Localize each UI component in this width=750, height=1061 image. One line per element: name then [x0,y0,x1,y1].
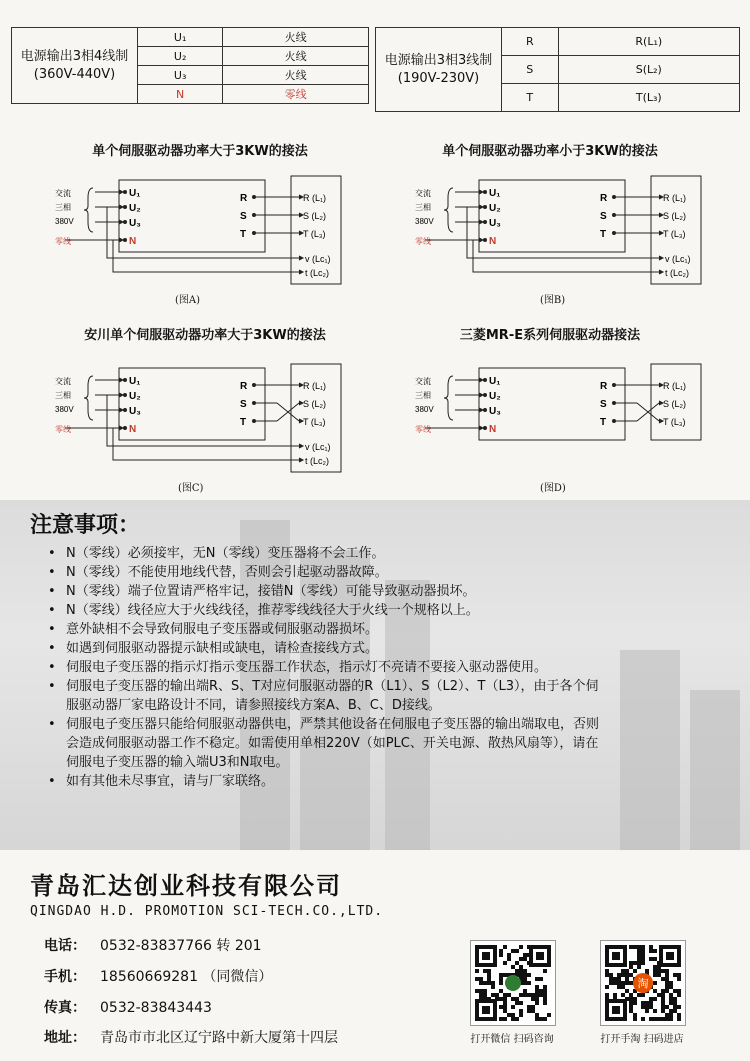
terminal-u1: U₁ [129,376,141,387]
output-s: S [240,399,247,410]
address-value: 青岛市市北区辽宁路中新大厦第十四层 [100,1030,338,1046]
three-phase-label: 三相 [55,203,71,212]
drive-vlc1: v (Lc₁) [305,442,331,452]
table-cell: N [138,85,223,104]
terminal-u3: U₃ [129,406,141,417]
mobile-label: 手机： [44,969,86,985]
taobao-qr-caption: 打开手淘 扫码进店 [600,1034,684,1045]
diagram-b-caption: (图B) [540,295,566,306]
neutral-label: 零线 [55,425,71,434]
drive-rl1: R (L₁) [303,381,327,391]
output-s: S [600,211,607,222]
fax-value: 0532-83843443 [100,1000,212,1016]
company-name-en: QINGDAO H.D. PROMOTION SCI-TECH.CO.,LTD. [30,904,384,919]
table-cell: T(L₃) [558,84,739,112]
diagram-b-title: 单个伺服驱动器功率小于3KW的接法 [442,144,658,159]
output-t: T [600,417,607,428]
contact-mobile [44,966,272,986]
background-building [620,650,680,850]
ac-label: 交流 [55,189,71,198]
table-cell: R [502,28,559,56]
drive-tl3: T (L₃) [663,229,686,239]
phone-value[interactable]: 0532-83837766 转 201 [100,938,262,954]
drive-rl1: R (L₁) [303,193,327,203]
terminal-u2: U₂ [489,203,501,214]
output-t: T [240,417,247,428]
voltage-label: 380V [415,217,434,226]
list-item: • 伺服电子变压器只能给伺服驱动器供电，严禁其他设备在伺服电子变压器的输出端取电，否则会造成伺服驱动器工作不稳定。如需使用单相220V（如PLC、开关电源、散热风扇等），请在伺服电子变压器的输入端U3和N取电。 [44,715,604,772]
list-item: • N（零线）必须接牢，无N（零线）变压器将不会工作。 [44,544,604,563]
output-r: R [600,381,608,392]
table-cell: 火线 [223,47,369,66]
terminal-n: N [489,236,497,247]
three-wire-voltage: (190V-230V) [397,70,480,86]
list-item: • 伺服电子变压器的输出端R、S、T对应伺服驱动器的R（L1）、S（L2）、T（L3），由于各个伺服驱动器厂家电路设计不同，请参照接线方案A、B、C、D接线。 [44,677,604,715]
output-s: S [600,399,607,410]
ac-label: 交流 [415,189,431,198]
table-cell: S [502,56,559,84]
output-t: T [240,229,247,240]
list-item: • N（零线）端子位置请严格牢记，接错N（零线）可能导致驱动器损坏。 [44,582,604,601]
list-item: • 意外缺相不会导致伺服电子变压器或伺服驱动器损坏。 [44,620,604,639]
drive-rl1: R (L₁) [663,193,687,203]
drive-tlc2: t (Lc₂) [665,268,689,278]
table-cell: T [502,84,559,112]
diagram-a-caption: (图A) [175,295,201,306]
three-phase-label: 三相 [55,391,71,400]
output-s: S [240,211,247,222]
ac-label: 交流 [415,377,431,386]
drive-vlc1: v (Lc₁) [665,254,691,264]
four-wire-mode [12,28,138,104]
terminal-u2: U₂ [129,203,141,214]
qr-code-icon [471,941,555,1025]
three-wire-mode [376,28,502,112]
diagram-a-title: 单个伺服驱动器功率大于3KW的接法 [92,144,308,159]
four-wire-voltage: (360V-440V) [33,66,116,82]
drive-tlc2: t (Lc₂) [305,268,329,278]
table-cell: 火线 [223,66,369,85]
terminal-u1: U₁ [489,188,501,199]
drive-vlc1: v (Lc₁) [305,254,331,264]
list-item: • N（零线）线径应大于火线线径，推荐零线线径大于火线一个规格以上。 [44,601,604,620]
neutral-label: 零线 [415,425,431,434]
output-t: T [600,229,607,240]
terminal-n: N [129,424,137,435]
voltage-label: 380V [415,405,434,414]
three-wire-table [375,27,740,112]
ac-label: 交流 [55,377,71,386]
output-r: R [240,193,248,204]
table-cell: R(L₁) [558,28,739,56]
three-phase-label: 三相 [415,391,431,400]
table-cell: S(L₂) [558,56,739,84]
wiring-diagram-b [415,170,705,285]
diagram-d-caption: (图D) [540,483,566,494]
list-item: • 如遇到伺服驱动器提示缺相或缺电，请检查接线方式。 [44,639,604,658]
taobao-mark: 淘 [637,978,649,990]
background-building [690,690,740,850]
contact-fax [44,997,212,1017]
table-cell: U₁ [138,28,223,47]
drive-tl3: T (L₃) [663,417,686,427]
list-item: • 如有其他未尽事宜，请与厂家联络。 [44,772,604,791]
contact-address [44,1027,338,1047]
notes-heading: 注意事项： [30,513,141,538]
terminal-n: N [129,236,137,247]
table-cell: 零线 [223,85,369,104]
notes-list [44,544,604,791]
output-r: R [240,381,248,392]
drive-tl3: T (L₃) [303,229,326,239]
taobao-qr-icon[interactable] [600,940,686,1026]
wechat-qr-icon[interactable] [470,940,556,1026]
terminal-u2: U₂ [129,391,141,402]
drive-sl2: S (L₂) [663,399,686,409]
address-label: 地址： [44,1030,86,1046]
terminal-u3: U₃ [489,218,501,229]
wechat-qr-caption: 打开微信 扫码咨询 [470,1034,554,1045]
diagram-c-title: 安川单个伺服驱动器功率大于3KW的接法 [84,328,326,343]
terminal-u3: U₃ [489,406,501,417]
terminal-u1: U₁ [489,376,501,387]
terminal-u2: U₂ [489,391,501,402]
diagram-d-title: 三菱MR-E系列伺服驱动器接法 [459,328,641,343]
table-cell: U₃ [138,66,223,85]
diagram-c-caption: (图C) [178,483,204,494]
drive-sl2: S (L₂) [663,211,686,221]
table-cell: U₂ [138,47,223,66]
terminal-u3: U₃ [129,218,141,229]
neutral-label: 零线 [55,237,71,246]
contact-phone [44,935,262,955]
three-wire-mode-label: 电源输出3相3线制 [384,52,493,68]
wiring-diagram-d [415,358,705,473]
drive-rl1: R (L₁) [663,381,687,391]
four-wire-table [11,27,369,104]
notes-section [0,500,750,850]
neutral-label: 零线 [415,237,431,246]
drive-tl3: T (L₃) [303,417,326,427]
voltage-label: 380V [55,217,74,226]
output-r: R [600,193,608,204]
fax-label: 传真： [44,1000,86,1016]
wiring-diagram-a [55,170,345,285]
company-name-cn: 青岛汇达创业科技有限公司 [30,872,342,900]
terminal-u1: U₁ [129,188,141,199]
phone-label: 电话： [44,938,86,954]
list-item: • 伺服电子变压器的指示灯指示变压器工作状态，指示灯不亮请不要接入驱动器使用。 [44,658,604,677]
three-phase-label: 三相 [415,203,431,212]
voltage-label: 380V [55,405,74,414]
four-wire-mode-label: 电源输出3相4线制 [20,48,129,64]
qr-code-icon [601,941,685,1025]
drive-sl2: S (L₂) [303,211,326,221]
wiring-diagram-c [55,358,345,473]
mobile-value[interactable]: 18560669281 （同微信） [100,969,273,985]
table-cell: 火线 [223,28,369,47]
drive-sl2: S (L₂) [303,399,326,409]
list-item: • N（零线）不能使用地线代替，否则会引起驱动器故障。 [44,563,604,582]
drive-tlc2: t (Lc₂) [305,456,329,466]
terminal-n: N [489,424,497,435]
